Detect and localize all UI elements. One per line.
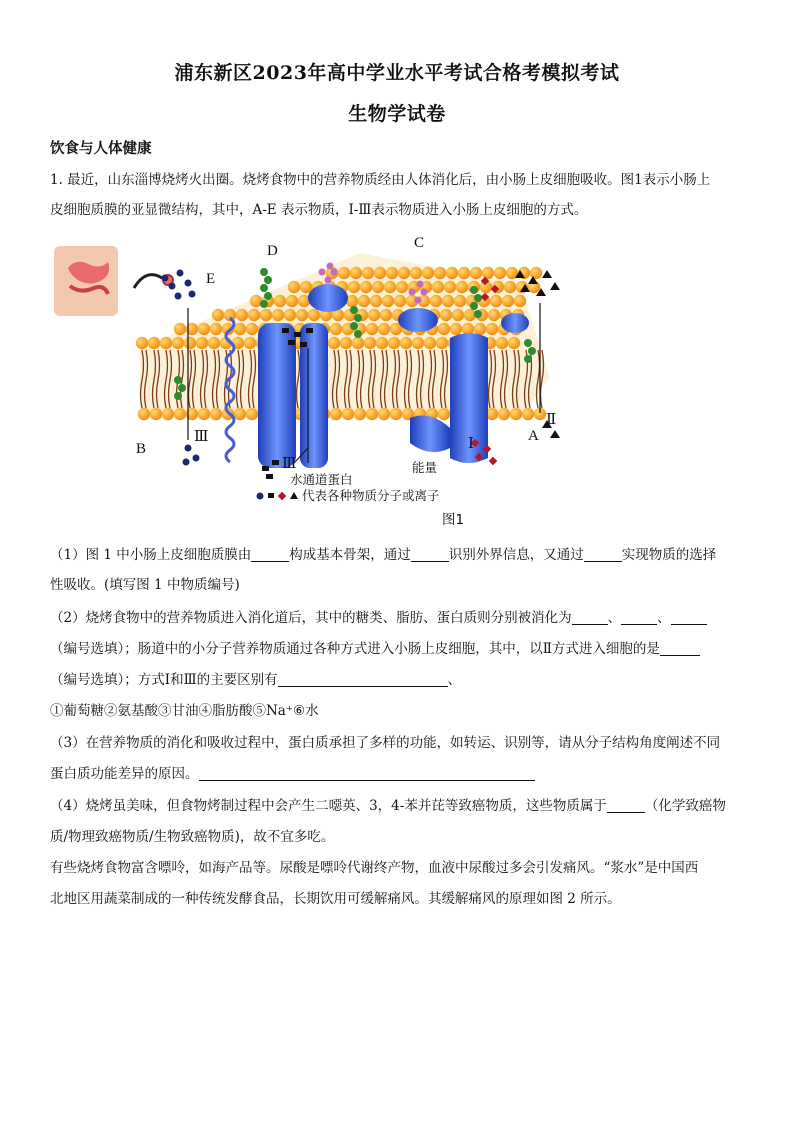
answer-blank[interactable] [199,766,535,781]
lipid-head [236,309,248,321]
figure-1 [50,228,570,533]
lipid-head [376,337,388,349]
lipid-head [260,309,272,321]
lipid-head [378,408,390,420]
lipid-head [174,408,186,420]
q1-3-line1: （3）在营养物质的消化和吸收过程中，蛋白质承担了多样的功能，如转运、识别等，请从分子结构角度阐述不同 [50,735,721,751]
q1-2-line2: （编号选填）；肠道中的小分子营养物质通过各种方式进入小肠上皮细胞，其中，以Ⅱ方式进入细胞的是 [50,639,750,659]
question1-stem-line2: 皮细胞质膜的亚显微结构，其中，A-E 表示物质，Ⅰ-Ⅲ表示物质进入小肠上皮细胞的方式。 [50,202,588,218]
lipid-head [196,337,208,349]
lipid-head [432,281,444,293]
lipid-head [342,408,354,420]
lipid-head [486,323,498,335]
lipid-head [494,267,506,279]
answer-blank[interactable] [660,641,700,656]
lipid-head [338,267,350,279]
lipid-head [286,295,298,307]
label-E: E [206,271,216,287]
lipid-head [162,408,174,420]
lipid-head [522,408,534,420]
lipid-head [386,267,398,279]
lipid-head [384,281,396,293]
lipid-head [390,408,402,420]
lipid-head [370,295,382,307]
lipid-head [372,281,384,293]
label-D: D [267,243,278,259]
lipid-head [174,323,186,335]
lipid-head [248,309,260,321]
answer-blank[interactable] [251,547,289,562]
lipid-head [358,295,370,307]
intro2-line1: 有些烧烤食物富含嘌呤，如海产品等。尿酸是嘌呤代谢终产物，血液中尿酸过多会引发痛风。“浆水”是中国西 [50,860,699,876]
answer-blank[interactable] [621,610,657,625]
lipid-head [234,323,246,335]
lipid-head [148,337,160,349]
energy-label: 能量 [412,460,438,475]
lipid-head [272,309,284,321]
lipid-head [368,309,380,321]
lipid-head [210,408,222,420]
lipid-head [364,337,376,349]
lipid-head [452,309,464,321]
lipid-head [160,337,172,349]
water-channel-label: 水通道蛋白 [290,472,353,487]
figure-caption: 图1 [442,512,465,528]
lipid-head [378,323,390,335]
lipid-head [198,408,210,420]
lipid-head [300,281,312,293]
exam-subtitle: 生物学试卷 [348,103,446,125]
q1-1-line1: （1）图 1 中小肠上皮细胞质膜由 构成基本骨架，通过 识别外界信息，又通过 实现物质的选择 [50,547,717,563]
lipid-head [380,309,392,321]
lipid-head [502,295,514,307]
lipid-head [184,337,196,349]
label-III-channel: Ⅲ [282,456,297,472]
lipid-head [234,408,246,420]
lipid-head [412,337,424,349]
lipid-head [454,295,466,307]
lipid-head [362,267,374,279]
lipid-head [284,309,296,321]
answer-blank[interactable] [572,610,608,625]
intestine-image [54,246,173,316]
lipid-head [136,337,148,349]
section-title: 饮食与人体健康 [50,141,152,157]
lipid-head [388,337,400,349]
q1-4-line2: 质/物理致癌物质/生物致癌物质)，故不宜多吃。 [50,829,335,845]
q1-2-line1: （2）烧烤食物中的营养物质进入消化道后，其中的糖类、脂肪、蛋白质则分别被消化为 、 、 [50,608,750,628]
lipid-head [198,323,210,335]
lipid-head [244,337,256,349]
lipid-head [456,281,468,293]
lipid-head [352,337,364,349]
lipid-head [212,309,224,321]
lipid-head [308,309,320,321]
lipid-head [382,295,394,307]
lipid-head [444,281,456,293]
lipid-head [208,337,220,349]
lipid-head [138,408,150,420]
intro2-line2: 北地区用蔬菜制成的一种传统发酵食品，长期饮用可缓解痛风。其缓解痛风的原理如图 2 所示。 [50,891,621,907]
lipid-head [482,267,494,279]
lipid-head [430,295,442,307]
lipid-head [340,337,352,349]
legend-text: 代表各种物质分子或离子 [302,488,440,503]
answer-blank[interactable] [584,547,622,562]
answer-blank[interactable] [607,798,645,813]
lipid-head [398,267,410,279]
lipid-head [434,267,446,279]
lipid-head [498,408,510,420]
label-C: C [414,235,425,251]
lipid-head [508,337,520,349]
lipid-head [424,337,436,349]
lipid-head [446,267,458,279]
lipid-head [330,323,342,335]
lipid-head [442,295,454,307]
lipid-head [514,295,526,307]
lipid-head [474,323,486,335]
lipid-head [246,323,258,335]
lipid-head [438,323,450,335]
q1-3-line2: 蛋白质功能差异的原因。 [50,764,750,784]
lipid-head [440,309,452,321]
lipid-head [296,309,308,321]
q1-2-line3: （编号选填）；方式Ⅰ和Ⅲ的主要区别有 、 [50,672,462,688]
lipid-head [396,281,408,293]
lipid-head [354,408,366,420]
label-A: A [528,428,539,444]
lipid-head [366,323,378,335]
q1-1-line2: 性吸收。(填写图 1 中物质编号) [50,577,240,593]
lipid-head [366,408,378,420]
lipid-head [172,337,184,349]
lipid-head [496,337,508,349]
lipid-head [422,267,434,279]
lipid-head [510,408,522,420]
lipid-head [330,408,342,420]
exam-title: 浦东新区2023年高中学业水平考试合格考模拟考试 [174,62,620,84]
lipid-head [210,323,222,335]
question1-stem-line1: 1. 最近，山东淄博烧烤火出圈。烧烤食物中的营养物质经由人体消化后，由小肠上皮细胞吸收。图1表示小肠上 [50,172,711,188]
label-I: Ⅰ [468,436,474,452]
lipid-head [530,267,542,279]
lipid-head [374,267,386,279]
answer-blank[interactable] [671,610,707,625]
label-II: Ⅱ [546,412,557,428]
lipid-head [288,281,300,293]
lipid-head [360,281,372,293]
lipid-head [410,267,422,279]
lipid-head [504,281,516,293]
q1-2-options: ①葡萄糖②氨基酸③甘油④脂肪酸⑤Na⁺⑥水 [50,703,319,719]
lipid-head [436,337,448,349]
lipid-head [470,267,482,279]
lipid-head [348,281,360,293]
label-III-left: Ⅲ [194,429,209,445]
lipid-head [488,309,500,321]
lipid-head [246,408,258,420]
answer-blank[interactable] [278,672,448,687]
lipid-head [400,337,412,349]
lipid-head [150,408,162,420]
lipid-head [274,295,286,307]
lipid-head [394,295,406,307]
answer-blank[interactable] [411,547,449,562]
lipid-head [458,267,470,279]
label-B: B [136,441,147,457]
lipid-head [438,408,450,420]
legend-symbols [257,492,299,500]
lipid-head [350,267,362,279]
lipid-head [328,337,340,349]
q1-4-line1: （4）烧烤虽美味，但食物烤制过程中会产生二噁英、3，4-苯并芘等致癌物质，这些物质属于 （化学致癌物 [50,798,726,814]
lipid-head [490,295,502,307]
lipid-head [450,323,462,335]
